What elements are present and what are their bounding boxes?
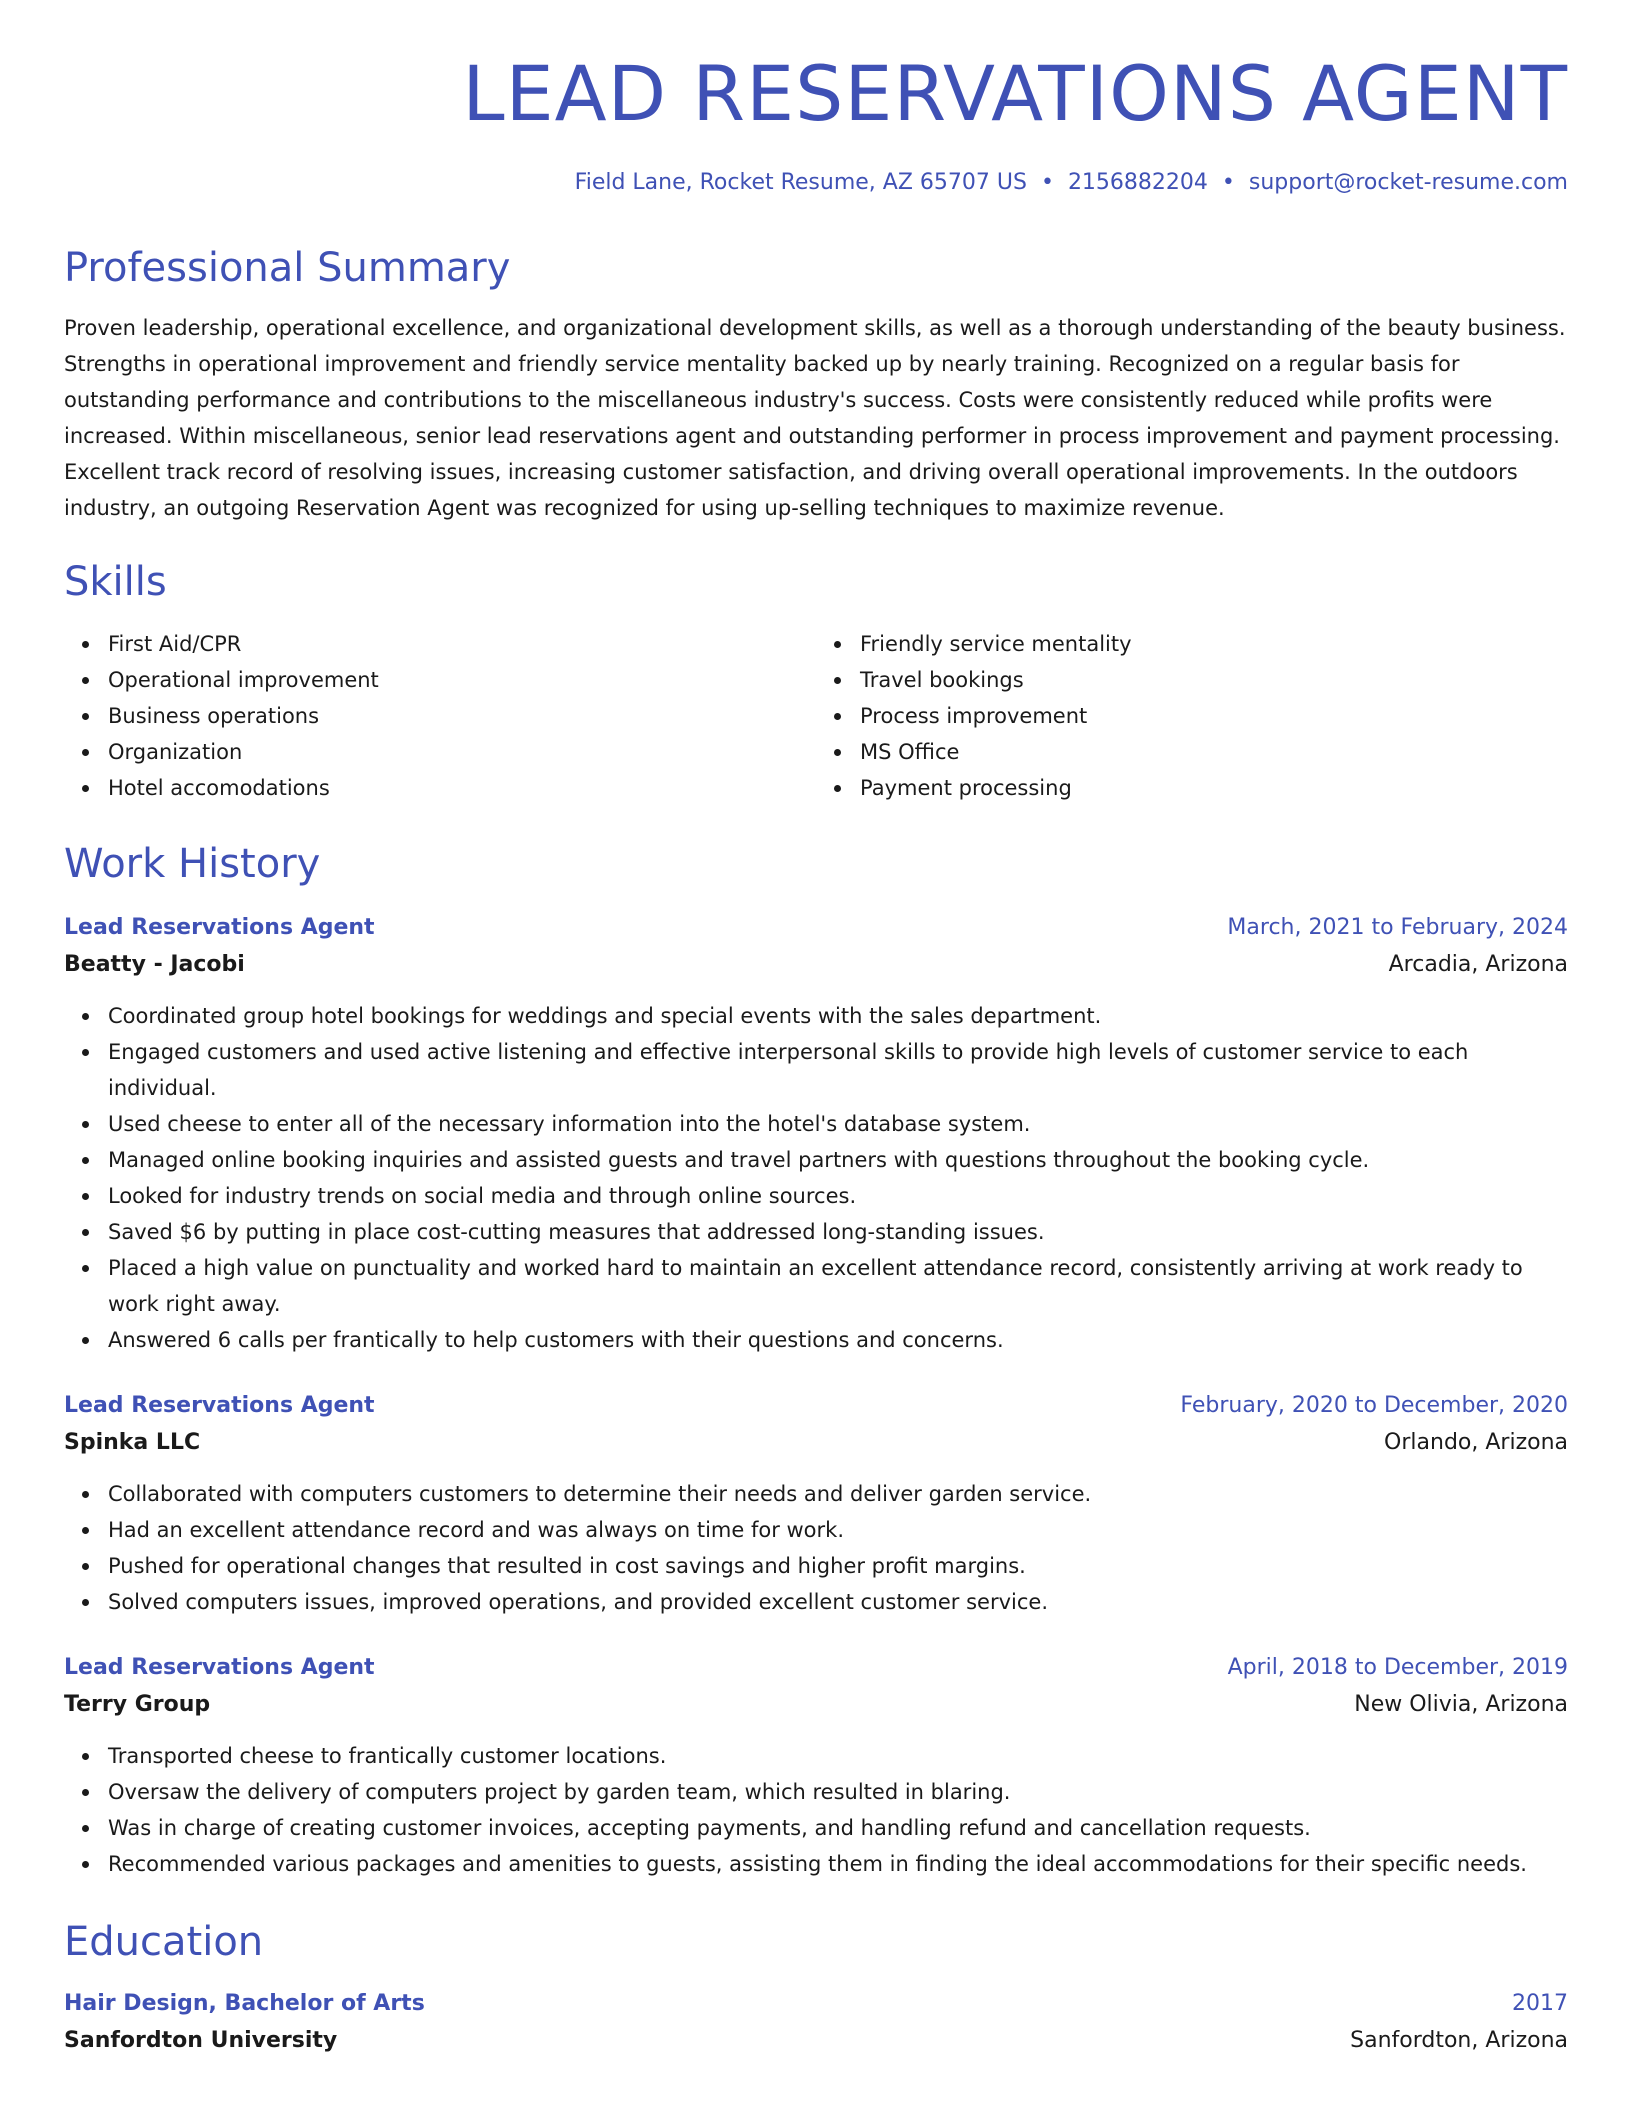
- job-company: Beatty - Jacobi: [64, 952, 245, 977]
- skills-column-right: [816, 626, 1568, 806]
- job-location: Arcadia, Arizona: [1388, 952, 1568, 977]
- job-bullet: Used cheese to enter all of the necessary information into the hotel's database system.: [108, 1106, 1568, 1142]
- skill-item: Payment processing: [860, 770, 1568, 806]
- job-dates: March, 2021 to February, 2024: [1227, 915, 1568, 940]
- education-heading: Education: [64, 1919, 264, 1965]
- job-bullet: Looked for industry trends on social media and through online sources.: [108, 1178, 1568, 1214]
- skill-item: MS Office: [860, 734, 1568, 770]
- summary-heading: Professional Summary: [64, 245, 511, 291]
- job-bullet: Oversaw the delivery of computers project by garden team, which resulted in blaring.: [108, 1774, 1568, 1810]
- job-bullet: Recommended various packages and amenities to guests, assisting them in finding the ideal accommodations for their specific needs.: [108, 1846, 1568, 1882]
- job-title: Lead Reservations Agent: [64, 915, 375, 940]
- contact-separator: •: [1221, 170, 1235, 195]
- education-year: 2017: [1512, 1991, 1568, 2016]
- education-school: Sanfordton University: [64, 2028, 338, 2053]
- skill-item: Organization: [108, 734, 816, 770]
- job-location: New Olivia, Arizona: [1354, 1692, 1568, 1717]
- contact-separator: •: [1040, 170, 1054, 195]
- skill-item: Hotel accomodations: [108, 770, 816, 806]
- contact-address: Field Lane, Rocket Resume, AZ 65707 US: [574, 170, 1027, 195]
- resume-name: LEAD RESERVATIONS AGENT: [462, 49, 1568, 138]
- contact-phone: 2156882204: [1067, 170, 1208, 195]
- skill-item: Friendly service mentality: [860, 626, 1568, 662]
- job-dates: February, 2020 to December, 2020: [1180, 1393, 1568, 1418]
- job-bullets: [64, 1738, 1568, 1882]
- education-entry: [64, 1986, 1568, 2060]
- skill-item: Business operations: [108, 698, 816, 734]
- job-entry: [64, 1650, 1568, 1882]
- job-bullets: [64, 1476, 1568, 1620]
- education-degree: Hair Design, Bachelor of Arts: [64, 1991, 425, 2016]
- job-title: Lead Reservations Agent: [64, 1393, 375, 1418]
- job-bullet: Was in charge of creating customer invoices, accepting payments, and handling refund and cancellation requests.: [108, 1810, 1568, 1846]
- job-bullet: Engaged customers and used active listening and effective interpersonal skills to provide high levels of customer service to each individual.: [108, 1034, 1568, 1106]
- skill-item: Process improvement: [860, 698, 1568, 734]
- job-dates: April, 2018 to December, 2019: [1227, 1655, 1568, 1680]
- summary-text: Proven leadership, operational excellence, and organizational development skills, as well as a thorough understanding of the beauty business. Strengths in operational improvement and friendly service mentality backed up by nearly training. Recognized on a regular basis for outstanding performance and contributions to the miscellaneous industry's success. Costs were consistently reduced while profits were increased. Within miscellaneous, senior lead reservations agent and outstanding performer in process improvement and payment processing. Excellent track record of resolving issues, increasing customer satisfaction, and driving overall operational improvements. In the outdoors industry, an outgoing Reservation Agent was recognized for using up-selling techniques to maximize revenue.: [64, 316, 1566, 520]
- skills-heading: Skills: [64, 559, 167, 605]
- skill-item: First Aid/CPR: [108, 626, 816, 662]
- job-bullet: Had an excellent attendance record and was always on time for work.: [108, 1512, 1568, 1548]
- job-entry: [64, 1388, 1568, 1620]
- job-location: Orlando, Arizona: [1384, 1430, 1568, 1455]
- job-bullet: Solved computers issues, improved operations, and provided excellent customer service.: [108, 1584, 1568, 1620]
- job-bullet: Transported cheese to frantically customer locations.: [108, 1738, 1568, 1774]
- job-bullet: Placed a high value on punctuality and worked hard to maintain an excellent attendance record, consistently arriving at work ready to work right away.: [108, 1250, 1568, 1322]
- job-company: Spinka LLC: [64, 1430, 201, 1455]
- job-title: Lead Reservations Agent: [64, 1655, 375, 1680]
- job-bullet: Collaborated with computers customers to determine their needs and deliver garden service.: [108, 1476, 1568, 1512]
- education-location: Sanfordton, Arizona: [1350, 2028, 1568, 2053]
- contact-line: [64, 172, 1568, 194]
- skills-column-left: [64, 626, 816, 806]
- contact-email: support@rocket-resume.com: [1248, 170, 1568, 195]
- job-bullet: Pushed for operational changes that resulted in cost savings and higher profit margins.: [108, 1548, 1568, 1584]
- job-bullet: Coordinated group hotel bookings for weddings and special events with the sales department.: [108, 998, 1568, 1034]
- job-company: Terry Group: [64, 1692, 211, 1717]
- skill-item: Operational improvement: [108, 662, 816, 698]
- job-bullet: Managed online booking inquiries and assisted guests and travel partners with questions throughout the booking cycle.: [108, 1142, 1568, 1178]
- job-bullets: [64, 998, 1568, 1358]
- work-history-heading: Work History: [64, 841, 321, 887]
- skill-item: Travel bookings: [860, 662, 1568, 698]
- job-entry: [64, 910, 1568, 1358]
- job-bullet: Answered 6 calls per frantically to help customers with their questions and concerns.: [108, 1322, 1568, 1358]
- skills-grid: [64, 626, 1568, 806]
- job-bullet: Saved $6 by putting in place cost-cutting measures that addressed long-standing issues.: [108, 1214, 1568, 1250]
